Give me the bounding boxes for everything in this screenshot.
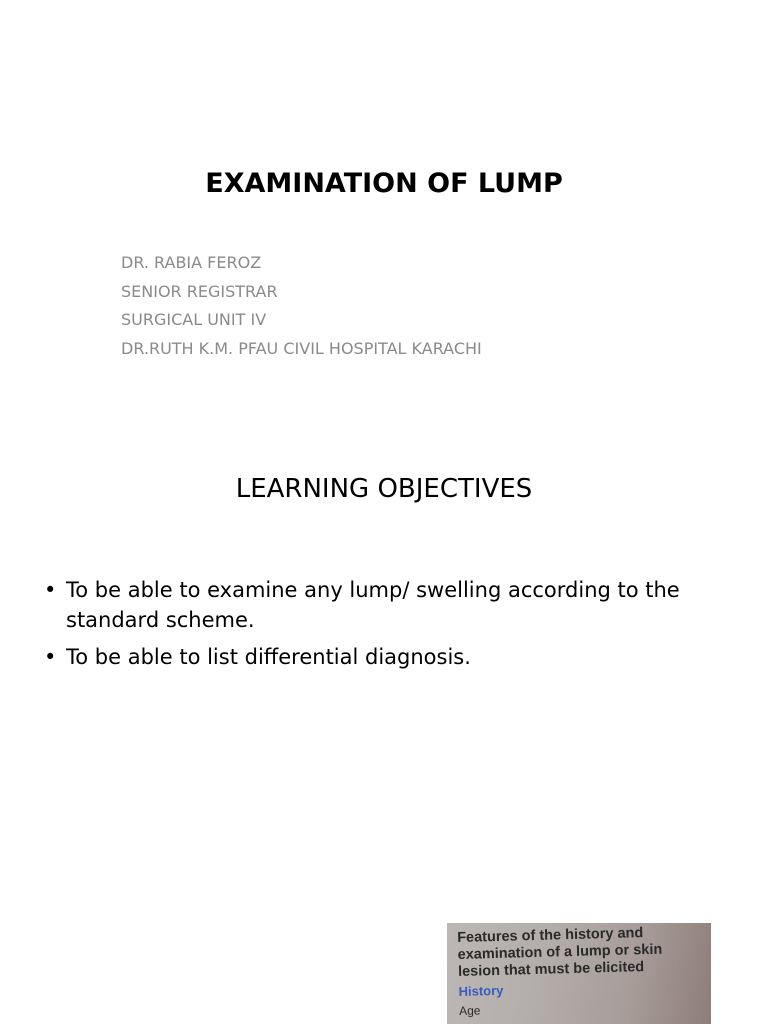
list-item (44, 575, 724, 635)
objectives-list (44, 575, 724, 679)
photo-heading-line: Features of the history and (457, 925, 644, 946)
author-name: DR. RABIA FEROZ (121, 253, 262, 272)
list-item-text: To be able to list differential diagnosis. (66, 645, 471, 669)
list-item (44, 642, 724, 672)
author-hospital: DR.RUTH K.M. PFAU CIVIL HOSPITAL KARACHI (121, 338, 482, 358)
bullet-icon: • (44, 645, 57, 669)
bullet-icon: • (44, 578, 57, 602)
author-unit: SURGICAL UNIT IV (121, 310, 267, 329)
photo-list-item: Age (458, 1003, 481, 1018)
photo-section-label: History (458, 982, 504, 999)
list-item-text: To be able to examine any lump/ swelling according to the standard scheme. (66, 578, 680, 632)
page-title: EXAMINATION OF LUMP (205, 168, 563, 199)
author-info (121, 249, 721, 363)
author-position: SENIOR REGISTRAR (121, 281, 278, 301)
textbook-photo (447, 923, 711, 1024)
photo-content (457, 923, 709, 1019)
photo-heading-line: examination of a lump or skin (457, 941, 663, 963)
photo-heading-line: lesion that must be elicited (457, 959, 645, 980)
objectives-heading: LEARNING OBJECTIVES (235, 474, 533, 504)
